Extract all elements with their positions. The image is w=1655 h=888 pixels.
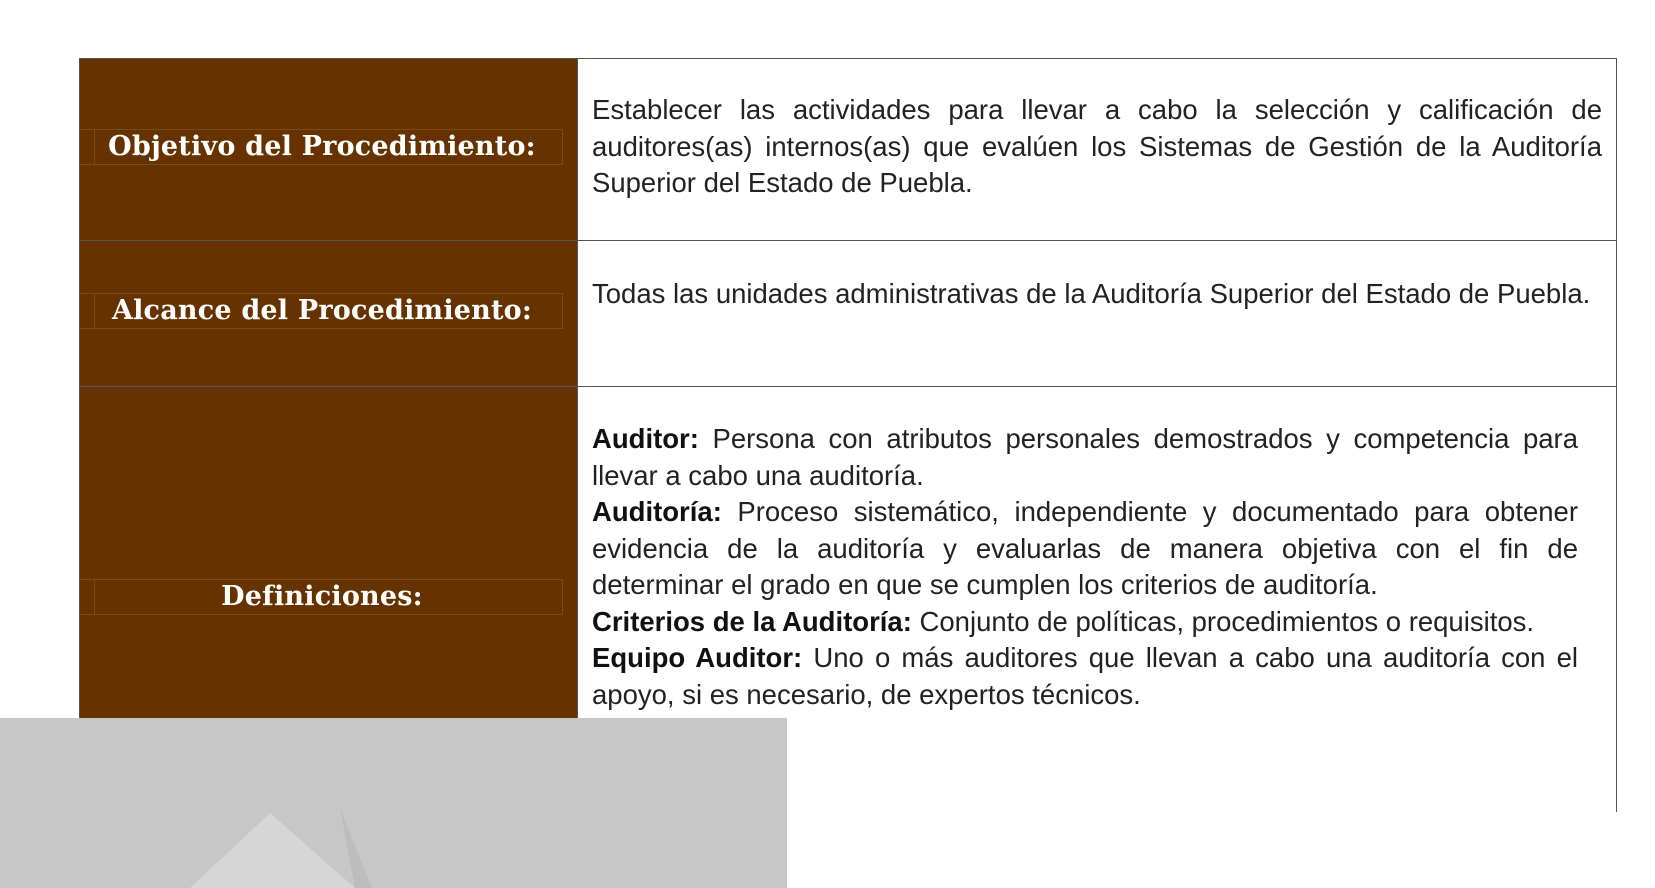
decorative-gray-shape [0,718,787,888]
definition-description: Persona con atributos personales demostrados y competencia para llevar a cabo una auditoría. [592,423,1578,491]
definition-term: Criterios de la Auditoría: [592,605,912,637]
row-label-cell [80,59,578,240]
definition-item [592,421,1578,494]
definition-term: Auditoría: [592,496,722,527]
definition-term: Equipo Auditor: [592,642,803,673]
definition-term: Auditor: [592,423,699,454]
definition-item [592,494,1578,604]
scope-text: Todas las unidades administrativas de la Auditoría Superior del Estado de Puebla. [592,278,1591,309]
definition-description: Uno o más auditores que llevan a cabo una auditoría con el apoyo, si es necesario, de expertos técnicos. [592,642,1579,710]
decorative-triangle-shape [0,718,787,888]
row-content-cell [578,241,1616,386]
definition-description: Proceso sistemático, independiente y documentado para obtener evidencia de la auditoría y evaluarlas de manera objetiva con el fin de determinar el grado en que se cumplen los criterios de auditoría. [592,496,1579,600]
objective-text: Establecer las actividades para llevar a cabo la selección y calificación de auditores(as) internos(as) que evalúen los Sistemas de Gestión de la Auditoría Superior del Estado de Puebla. [592,94,1602,198]
definition-description: Conjunto de políticas, procedimientos o requisitos. [919,605,1535,637]
procedure-table [79,58,1617,812]
table-row-objective [80,59,1616,241]
scope-label: Alcance del Procedimiento: [111,295,533,326]
definition-item [592,640,1578,713]
definition-item [592,604,1578,641]
table-row-scope [80,241,1616,387]
objective-label: Objetivo del Procedimiento: [108,131,536,162]
row-content-cell [578,59,1616,240]
definitions-label: Definiciones: [221,581,423,612]
row-label-cell [80,241,578,386]
